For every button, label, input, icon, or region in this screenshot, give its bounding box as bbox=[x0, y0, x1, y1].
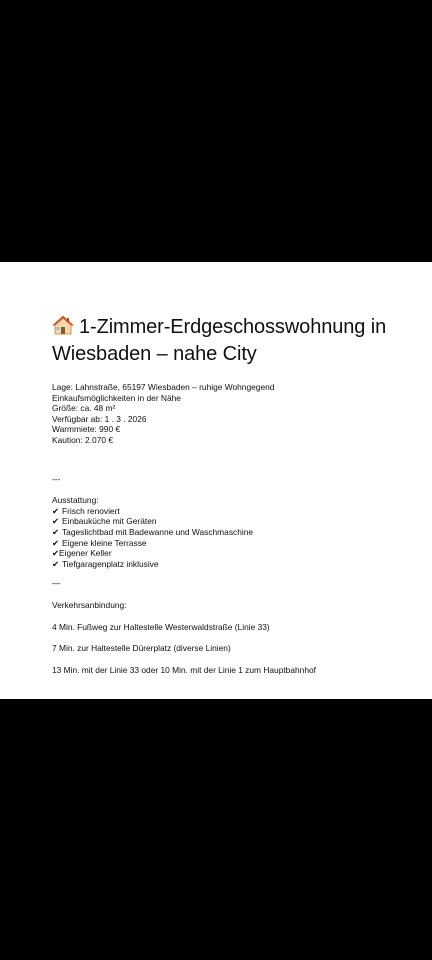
ausstattung-heading: Ausstattung: bbox=[52, 495, 99, 506]
verkehr-heading: Verkehrsanbindung: bbox=[52, 599, 127, 610]
verkehr-item: 7 Min. zur Haltestelle Dürerplatz (diverse Linien) bbox=[52, 643, 231, 654]
verkehr-item: 13 Min. mit der Linie 33 oder 10 Min. mit der Linie 1 zum Hauptbahnhof bbox=[52, 664, 316, 675]
list-item: ✔ Eigene kleine Terrasse bbox=[52, 537, 147, 548]
list-item: ✔ Einbauküche mit Geräten bbox=[52, 516, 157, 527]
list-item: ✔ Tiefgaragenplatz inklusive bbox=[52, 558, 159, 569]
separator: — bbox=[52, 578, 61, 589]
listing-title bbox=[52, 314, 392, 368]
detail-einkauf: Einkaufsmöglichkeiten in der Nähe bbox=[52, 392, 181, 403]
ausstattung-block bbox=[52, 495, 392, 569]
detail-kaution: Kaution: 2.070 € bbox=[52, 434, 114, 445]
checkmark-icon: ✔ bbox=[52, 516, 60, 527]
verkehr-item: 4 Min. Fußweg zur Haltestelle Westerwaldstraße (Linie 33) bbox=[52, 621, 270, 632]
detail-warmmiete: Warmmiete: 990 € bbox=[52, 424, 121, 435]
checkmark-icon: ✔ bbox=[52, 548, 60, 559]
listing-document bbox=[0, 262, 432, 699]
list-item: ✔ Frisch renoviert bbox=[52, 505, 120, 516]
detail-lage: Lage: Lahnstraße, 65197 Wiesbaden – ruhige Wohngegend bbox=[52, 382, 275, 392]
checkmark-icon: ✔ bbox=[52, 558, 60, 569]
checkmark-icon: ✔ bbox=[52, 505, 60, 516]
separator: --- bbox=[52, 473, 61, 484]
list-item: ✔ Tageslichtbad mit Badewanne und Waschmaschine bbox=[52, 526, 254, 537]
house-icon bbox=[52, 315, 74, 335]
checkmark-icon: ✔ bbox=[52, 537, 60, 548]
listing-title-text: 1-Zimmer-Erdgeschosswohnung in Wiesbaden – nahe City bbox=[52, 316, 387, 365]
details-block bbox=[52, 382, 392, 446]
detail-verfuegbar: Verfügbar ab: 1 . 3 . 2026 bbox=[52, 413, 147, 424]
list-item: ✔Eigener Keller bbox=[52, 548, 112, 559]
checkmark-icon: ✔ bbox=[52, 526, 60, 537]
detail-groesse: Größe: ca. 48 m² bbox=[52, 403, 116, 414]
